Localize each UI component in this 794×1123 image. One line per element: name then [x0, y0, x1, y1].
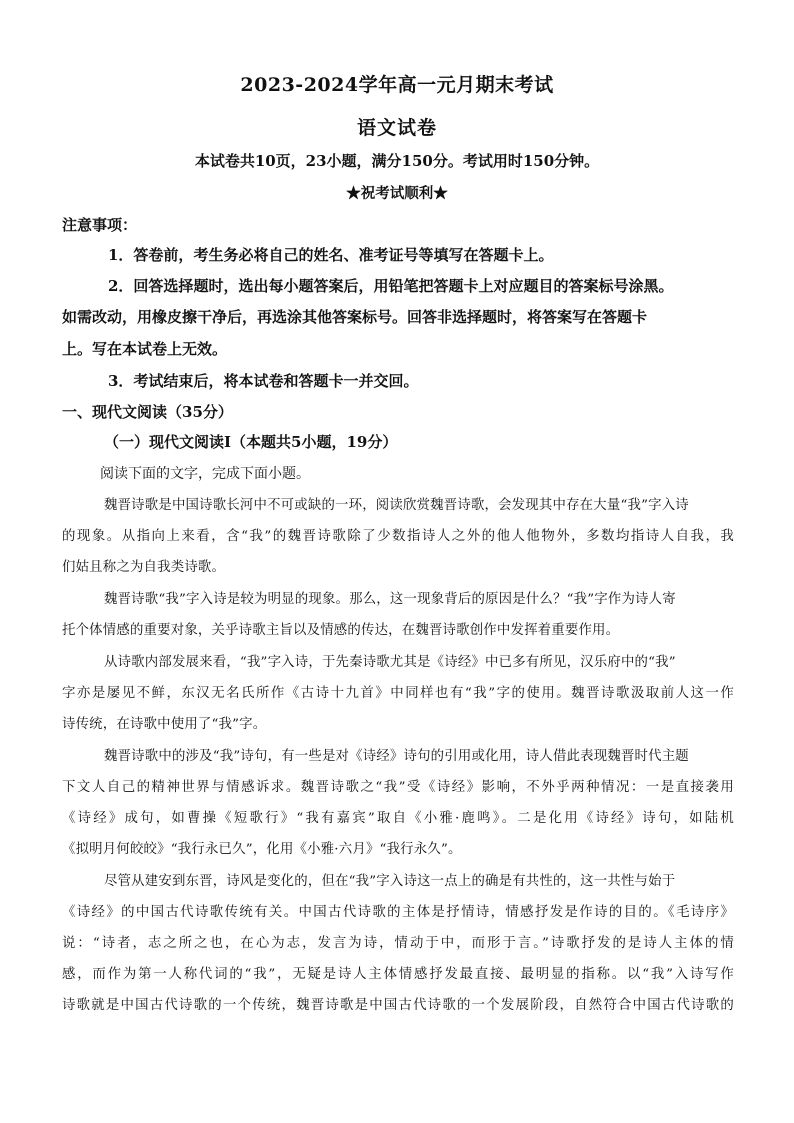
passage-line: 诗歌就是中国古代诗歌的一个传统，魏晋诗歌是中国古代诗歌的一个发展阶段，自然符合中国古代诗歌的	[62, 998, 734, 1013]
passage-line: 魏晋诗歌中的涉及“我”诗句，有一些是对《诗经》诗句的引用或化用，诗人借此表现魏晋时代主题	[104, 749, 689, 764]
passage-line: 感，而作为第一人称代词的“我”，无疑是诗人主体情感抒发最直接、最明显的指称。以“我”入诗写作	[62, 967, 734, 982]
passage-line: 从诗歌内部发展来看，“我”字入诗，于先秦诗歌尤其是《诗经》中已多有所见，汉乐府中的“我”	[104, 655, 676, 670]
passage-line: 《拟明月何皎皎》“我行永已久”，化用《小雅·六月》“我行永久”。	[62, 842, 462, 857]
notice-item-2-end: 上。写在本试卷上无效。	[62, 340, 228, 358]
passage-line: 字亦是屡见不鲜，东汉无名氏所作《古诗十九首》中同样也有“我”字的使用。魏晋诗歌汲取前人这一作	[62, 686, 734, 701]
passage-line: 《诗经》成句，如曹操《短歌行》“我有嘉宾”取自《小雅·鹿鸣》。二是化用《诗经》诗句，如陆机	[62, 811, 734, 826]
notice-item-2: 2．回答选择题时，选出每小题答案后，用铅笔把答题卡上对应题目的答案标号涂黑。	[108, 277, 674, 295]
passage-line: 尽管从建安到东晋，诗风是变化的，但在“我”字入诗这一点上的确是有共性的，这一共性与始于	[104, 874, 676, 889]
passage-line: 下文人自己的精神世界与情感诉求。魏晋诗歌之“我”受《诗经》影响，不外乎两种情况：一是直接袭用	[62, 780, 734, 795]
notice-item-1: 1．答卷前，考生务必将自己的姓名、准考证号等填写在答题卡上。	[108, 246, 554, 264]
passage-line: 托个体情感的重要对象，关乎诗歌主旨以及情感的传达，在魏晋诗歌创作中发挥着重要作用。	[62, 623, 620, 638]
reading-instruction: 阅读下面的文字，完成下面小题。	[100, 466, 310, 482]
good-luck-line: ★祝考试顺利★	[346, 185, 448, 202]
notice-item-3: 3．考试结束后，将本试卷和答题卡一并交回。	[108, 372, 419, 390]
notice-item-2-cont: 如需改动，用橡皮擦干净后，再选涂其他答案标号。回答非选择题时，将答案写在答题卡	[62, 308, 648, 326]
notice-heading: 注意事项：	[62, 216, 138, 234]
passage-line: 《诗经》的中国古代诗歌传统有关。中国古代诗歌的主体是抒情诗，情感抒发是作诗的目的。《毛诗序》	[62, 905, 734, 920]
section-heading: 一、现代文阅读（35分）	[62, 403, 233, 421]
subject-title: 语文试卷	[356, 117, 437, 139]
passage-line: 魏晋诗歌“我”字入诗是较为明显的现象。那么，这一现象背后的原因是什么？“我”字作为诗人寄	[104, 592, 676, 607]
passage-line: 们姑且称之为自我类诗歌。	[62, 560, 226, 575]
passage-line: 说：“诗者，志之所之也，在心为志，发言为诗，情动于中，而形于言。”诗歌抒发的是诗人主体的情	[62, 936, 734, 951]
passage-line: 诗传统，在诗歌中使用了“我”字。	[62, 717, 267, 732]
exam-title: 2023-2024学年高一元月期末考试	[240, 74, 554, 96]
exam-info: 本试卷共10页，23小题，满分150分。考试用时150分钟。	[194, 152, 600, 170]
passage-line: 魏晋诗歌是中国诗歌长河中不可或缺的一环，阅读欣赏魏晋诗歌，会发现其中存在大量“我”字入诗	[104, 498, 689, 513]
passage-line: 的现象。从指向上来看，含“我”的魏晋诗歌除了少数指诗人之外的他人他物外，多数均指诗人自我，我	[62, 529, 734, 544]
subsection-heading: （一）现代文阅读Ⅰ（本题共5小题，19分）	[104, 433, 398, 451]
